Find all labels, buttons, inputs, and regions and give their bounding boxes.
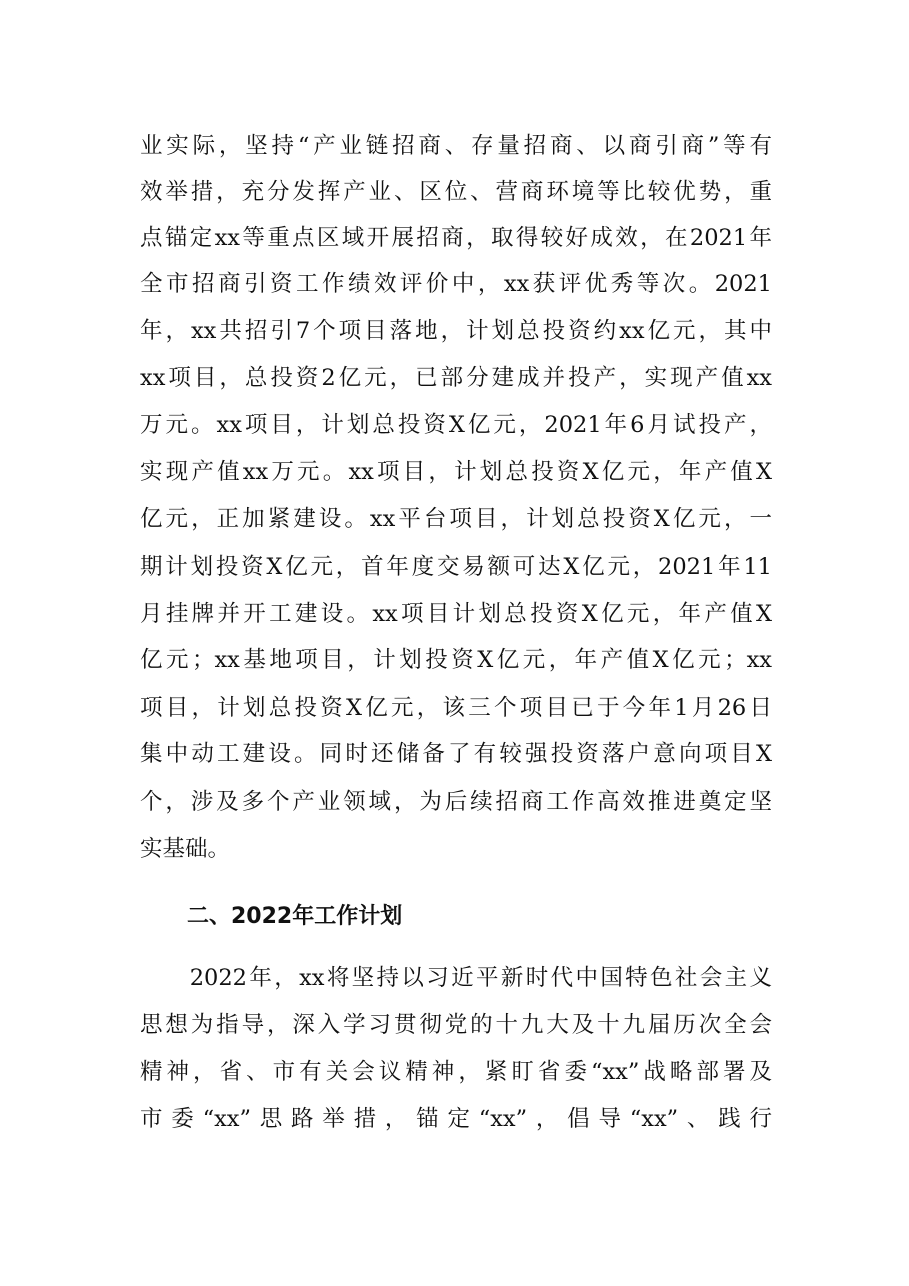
paragraph-line: 年，xx共招引7个项目落地，计划总投资约xx亿元，其中	[140, 318, 772, 344]
paragraph-line: 亿元；xx基地项目，计划投资X亿元，年产值X亿元；xx	[140, 647, 772, 673]
paragraph-line: 思想为指导，深入学习贯彻党的十九大及十九届历次全会	[140, 1012, 772, 1038]
paragraph-line: 实基础。	[140, 836, 231, 862]
paragraph-line: 亿元，正加紧建设。xx平台项目，计划总投资X亿元，一	[140, 506, 772, 532]
paragraph-line: 万元。xx项目，计划总投资X亿元，2021年6月试投产，	[140, 412, 772, 438]
paragraph-line: 效举措，充分发挥产业、区位、营商环境等比较优势，重	[140, 179, 772, 205]
paragraph-line: 期计划投资X亿元，首年度交易额可达X亿元，2021年11	[140, 554, 772, 580]
section-heading: 二、2022年工作计划	[187, 904, 403, 929]
paragraph-line: 月挂牌并开工建设。xx项目计划总投资X亿元，年产值X	[140, 601, 772, 627]
paragraph-line: 业实际，坚持“产业链招商、存量招商、以商引商”等有	[140, 133, 772, 159]
paragraph-line: 2022年，xx将坚持以习近平新时代中国特色社会主义	[140, 965, 772, 991]
paragraph-line: xx项目，总投资2亿元，已部分建成并投产，实现产值xx	[140, 365, 772, 391]
paragraph-line: 精神，省、市有关会议精神，紧盯省委“xx”战略部署及	[140, 1059, 772, 1085]
paragraph-line: 项目，计划总投资X亿元，该三个项目已于今年1月26日	[140, 695, 772, 721]
paragraph-line: 全市招商引资工作绩效评价中，xx获评优秀等次。2021	[140, 271, 772, 297]
paragraph-line: 市委“xx”思路举措，锚定“xx”，倡导“xx”、践行	[140, 1106, 772, 1132]
paragraph-line: 集中动工建设。同时还储备了有较强投资落户意向项目X	[140, 741, 772, 767]
paragraph-line: 个，涉及多个产业领域，为后续招商工作高效推进奠定坚	[140, 789, 772, 815]
paragraph-line: 点锚定xx等重点区域开展招商，取得较好成效，在2021年	[140, 225, 772, 251]
paragraph-line: 实现产值xx万元。xx项目，计划总投资X亿元，年产值X	[140, 459, 772, 485]
